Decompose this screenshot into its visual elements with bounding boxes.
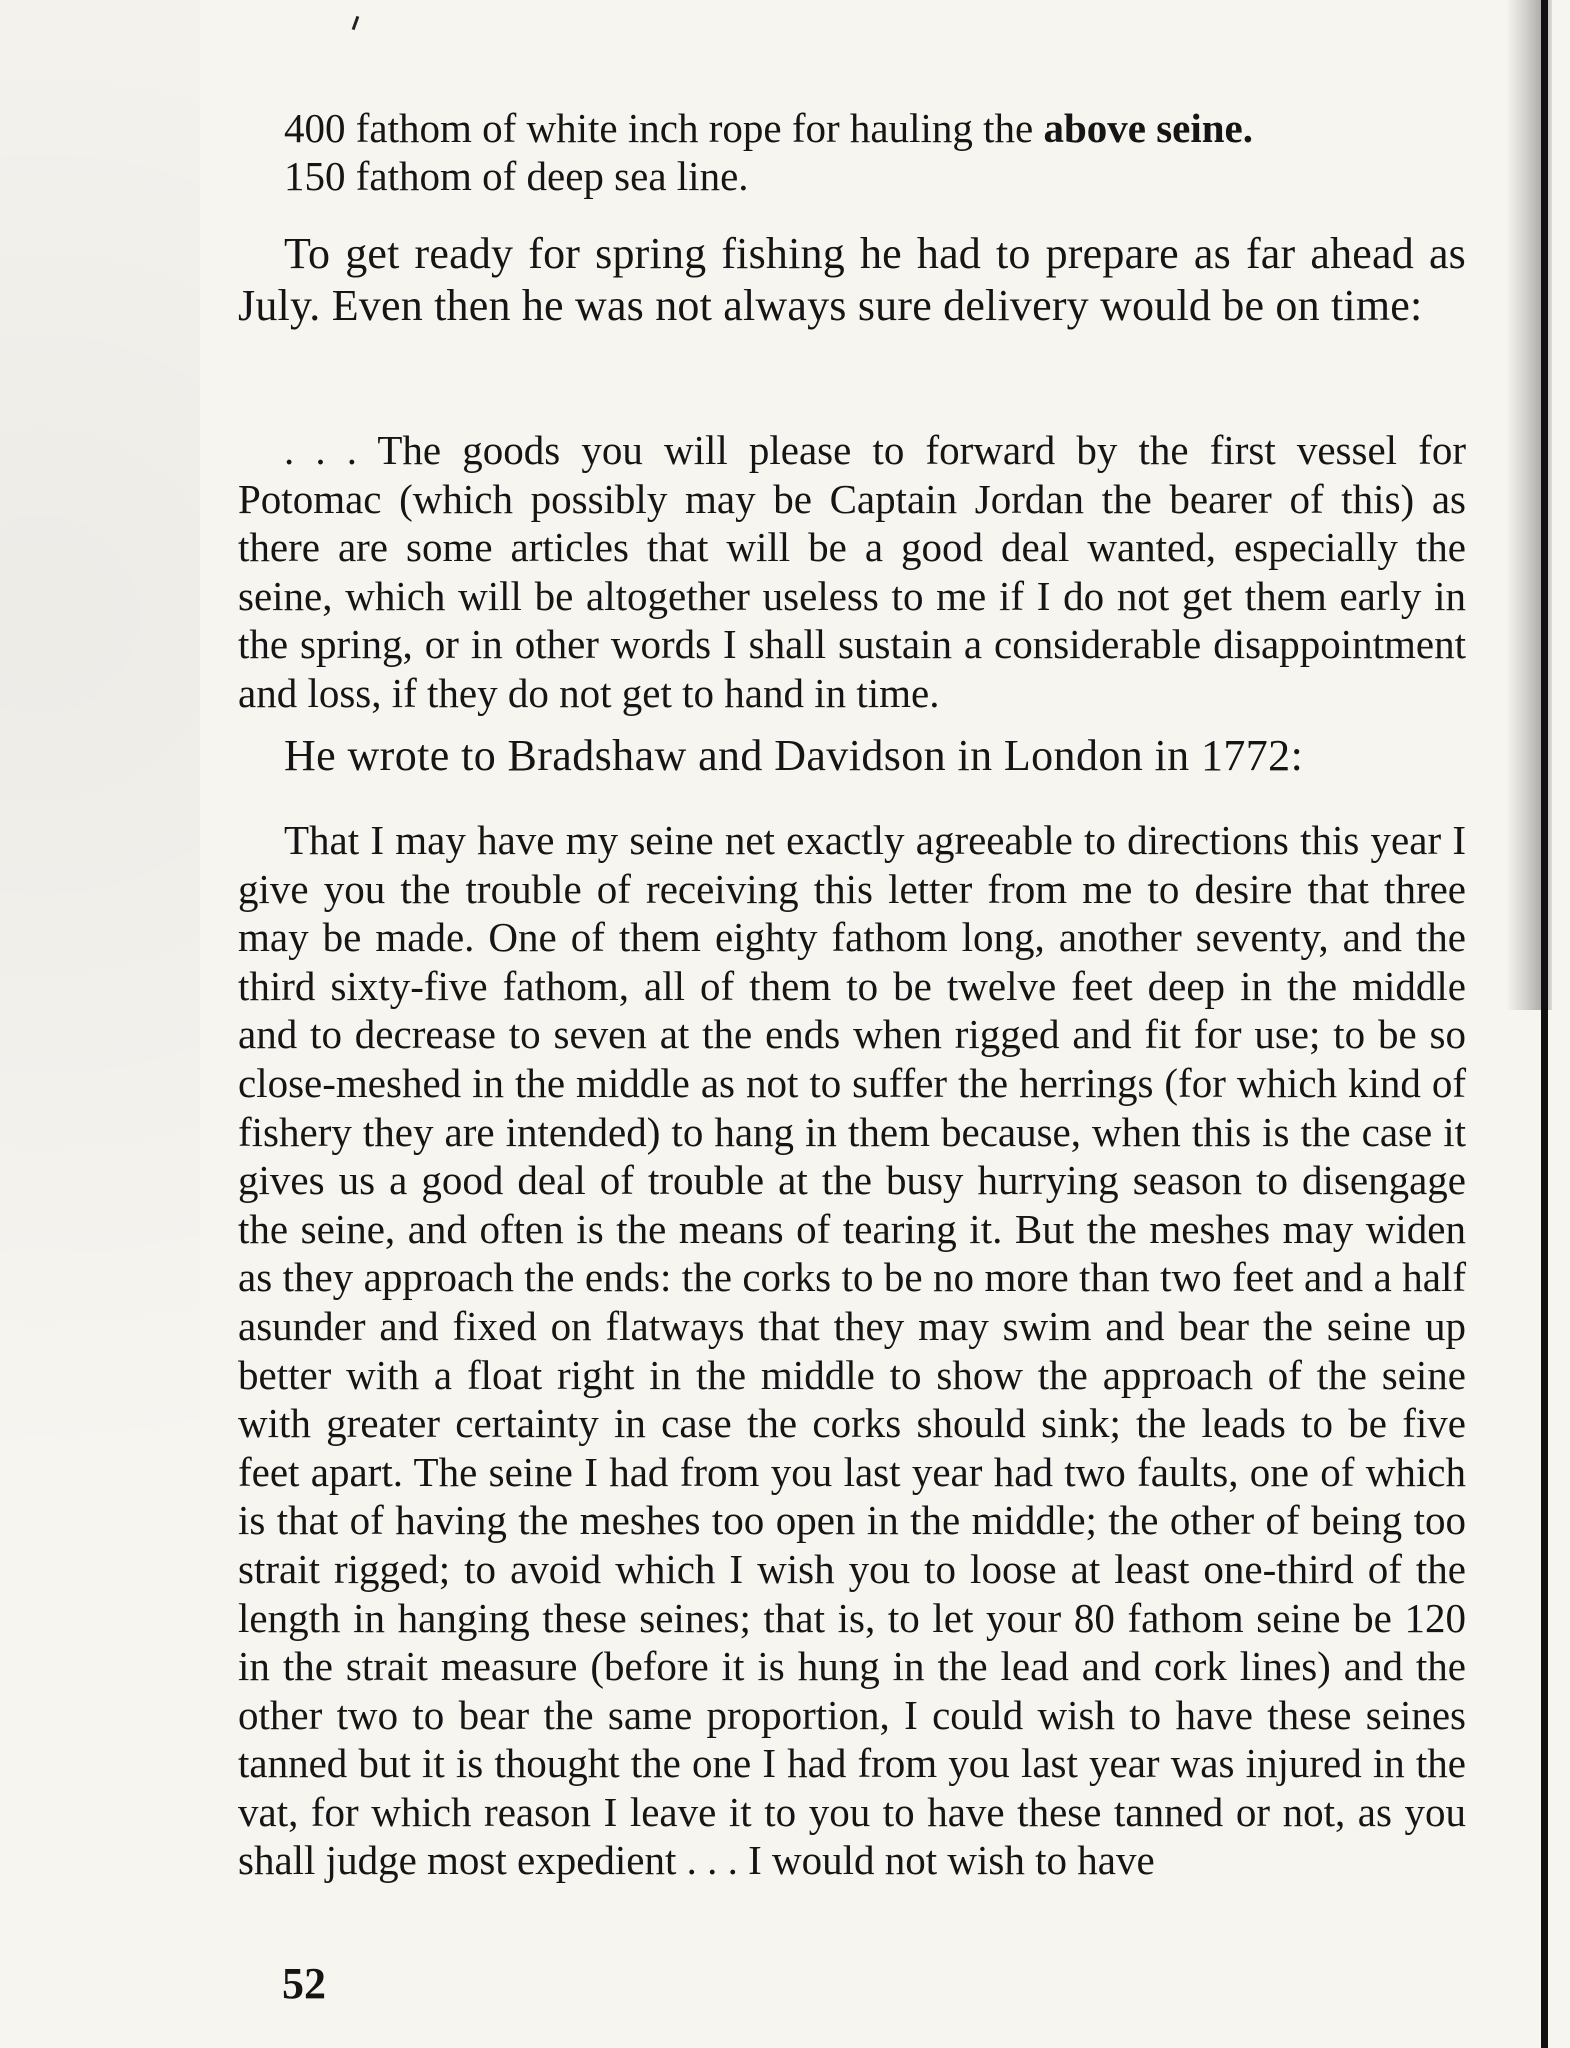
scan-edge-line [1541, 0, 1548, 2048]
scan-shading [0, 0, 200, 2048]
list-item-rope [284, 104, 1253, 152]
scan-mark [352, 16, 360, 30]
list-item-text: 400 fathom of white inch rope for hauling the [284, 105, 1044, 151]
list-item-line [284, 152, 749, 200]
paragraph-quoted-letter: . . . The goods you will please to forward by the first vessel for Potomac (which possibly may be Captain Jordan the bearer of this) as there are some articles that will be a good deal wanted, especially the seine, which will be altogether useless to me if I do not get them early in the spring, or in other words I shall sustain a considerable disappointment and loss, if they do not get to hand in time. [238, 427, 1466, 716]
page-number: 52 [282, 1959, 326, 2008]
paragraph-bradshaw-davidson: He wrote to Bradshaw and Davidson in London in 1772: [284, 731, 1304, 780]
paragraph-seine-letter: That I may have my seine net exactly agreeable to directions this year I give you the trouble of receiving this letter from me to desire that three may be made. One of them eighty fathom long, another seventy, and the third sixty-five fathom, all of them to be twelve feet deep in the middle and to decrease to seven at the ends when rigged and fit for use; to be so close-meshed in the middle as not to suffer the herrings (for which kind of fishery they are intended) to hang in them because, when this is the case it gives us a good deal of trouble at the busy hurrying season to disengage the seine, and often is the means of tearing it. But the meshes may widen as they approach the ends: the corks to be no more than two feet and a half asunder and fixed on flatways that they may swim and bear the seine up better with a float right in the middle to show the approach of the seine with greater certainty in case the corks should sink; the leads to be five feet apart. The seine I had from you last year had two faults, one of which is that of having the meshes too open in the middle; the other of being too strait rigged; to avoid which I wish you to loose at least one-third of the length in hanging these seines; that is, to let your 80 fathom seine be 120 in the strait measure (before it is hung in the lead and cork lines) and the other two to bear the same proportion, I could wish to have these seines tanned but it is thought the one I had from you last year was injured in the vat, for which reason I leave it to you to have these tanned or not, as you shall judge most expedient . . . I would not wish to have [238, 817, 1466, 1884]
list-item-text: 150 fathom of deep sea line. [284, 153, 749, 199]
list-item-bold-text: above seine. [1043, 105, 1253, 151]
paragraph-spring-fishing: To get ready for spring fishing he had to prepare as far ahead as July. Even then he was not always sure delivery would be on time: [238, 229, 1466, 330]
